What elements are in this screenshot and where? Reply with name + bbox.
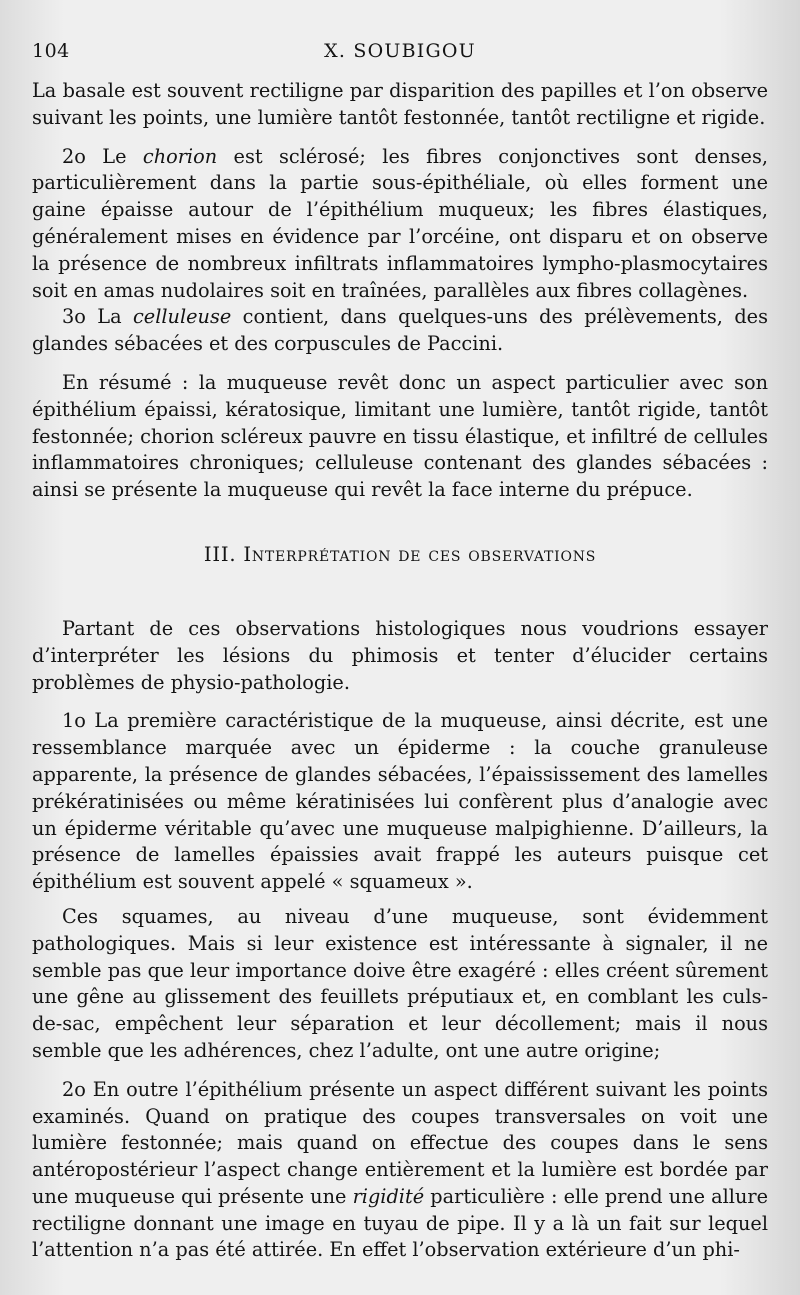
running-head [32, 38, 768, 78]
paragraph-celluleuse-text: contient, dans quelques-uns des prélèvements, des glandes sébacées et des corpuscules de Paccini. [32, 305, 768, 356]
term-rigidite: rigidité [352, 1184, 425, 1208]
paragraph-point-2 [32, 1077, 768, 1265]
paragraph-celluleuse [32, 304, 768, 358]
term-celluleuse: celluleuse [133, 305, 232, 329]
section-title: Interprétation de ces observations [243, 542, 597, 566]
paragraph-chorion-text: est sclérosé; les fibres conjonctives sont denses, particulièrement dans la partie sous-épithéliale, où elles forment une gaine épaisse autour de l’épithélium muqueux; les fibres élastiques, généralement mises en évidence par l’orcéine, ont disparu et on observe la présence de nombreux infiltrats inflammatoires lympho-plasmocytaires soit en amas nudolaires soit en traînées, parallèles aux fibres collagènes. [32, 144, 768, 302]
paragraph-celluleuse-prefix: 3o La [62, 305, 133, 329]
section-numeral: III. [203, 542, 237, 566]
paragraph-chorion-prefix: 2o Le [62, 144, 143, 168]
page-number: 104 [32, 40, 70, 62]
paragraph-squames: Ces squames, au niveau d’une muqueuse, sont évidemment pathologiques. Mais si leur existence est intéressante à signaler, il ne semble pas que leur importance doive être exagéré : elles créent sûrement une gêne au glissement des feuillets préputiaux et, en comblant les culs-de-sac, empêchent leur séparation et leur décollement; mais il nous semble que les adhérences, chez l’adulte, ont une autre origine; [32, 904, 768, 1062]
paragraph-basale: La basale est souvent rectiligne par disparition des papilles et l’on observe suivant les points, une lumière tantôt festonnée, tantôt rectiligne et rigide. [32, 79, 768, 129]
paragraph-chorion [32, 144, 768, 305]
section-heading [32, 542, 768, 568]
paragraph-resume: En résumé : la muqueuse revêt donc un aspect particulier avec son épithélium épaissi, kératosique, limitant une lumière, tantôt rigide, tantôt festonnée; chorion scléreux pauvre en tissu élastique, et infiltré de cellules inflammatoires chroniques; celluleuse contenant des glandes sébacées : ainsi se présente la muqueuse qui revêt la face interne du prépuce. [32, 370, 768, 502]
running-title: X. SOUBIGOU [324, 40, 476, 62]
paragraph-point-2-text: 2o En outre l’épithélium présente un aspect différent suivant les points examinés. Quand on pratique des coupes transversales on voit une lumière festonnée; mais quand on effectue des coupes dans le sens antéropostérieur l’aspect change entièrement et la lumière est bordée par une muqueuse qui présente une [32, 1077, 768, 1208]
term-chorion: chorion [142, 144, 218, 168]
paragraph-point-1: 1o La première caractéristique de la muqueuse, ainsi décrite, est une ressemblance marquée avec un épiderme : la couche granuleuse apparente, la présence de glandes sébacées, l’épaississement des lamelles prékératinisées ou même kératinisées lui confèrent plus d’analogie avec un épiderme véritable qu’avec une muqueuse malpighienne. D’ailleurs, la présence de lamelles épaissies avait frappé les auteurs puisque cet épithélium est souvent appelé « squameux ». [32, 709, 768, 894]
paragraph-intro: Partant de ces observations histologiques nous voudrions essayer d’interpréter les lésions du phimosis et tenter d’élucider certains problèmes de physio-pathologie. [32, 616, 768, 694]
paragraph-point-2-rest: particulière : elle prend une allure rectiligne donnant une image en tuyau de pipe. Il y a là un fait sur lequel l’attention n’a pas été attirée. En effet l’observation extérieure d’un phi- [32, 1184, 769, 1262]
